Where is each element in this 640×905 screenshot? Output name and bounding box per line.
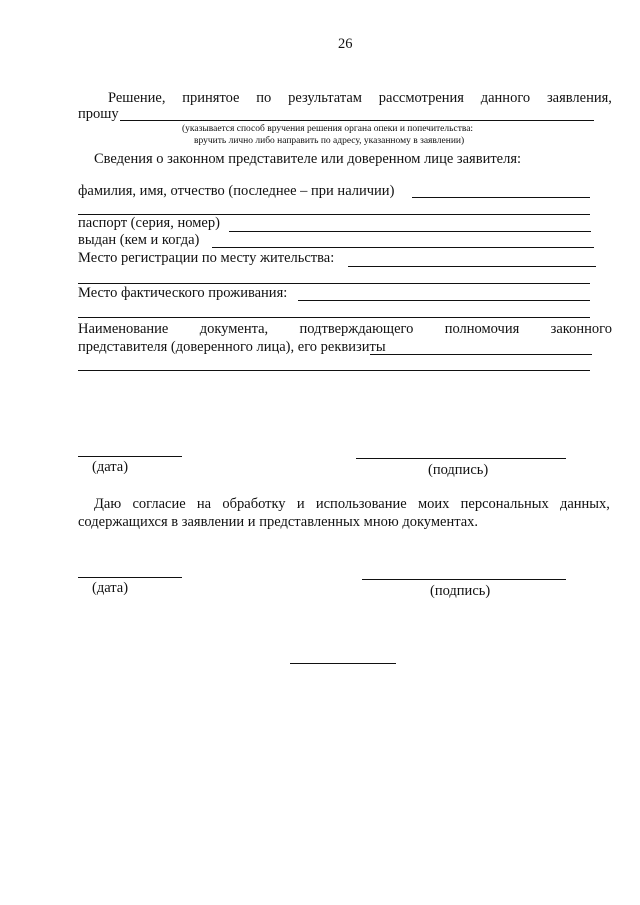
decision-label: прошу: [78, 106, 119, 122]
consent-word: обработку: [222, 496, 286, 512]
consent-word: на: [196, 496, 212, 512]
authority-doc-line-2: представителя (доверенного лица), его реквизиты: [78, 339, 386, 355]
registration-field[interactable]: [348, 266, 596, 267]
consent-line-2: содержащихся в заявлении и представленных мною документах.: [78, 514, 479, 530]
consent-word: и: [296, 496, 305, 512]
consent-word: Даю: [94, 496, 122, 512]
date-label-1: (дата): [92, 459, 129, 475]
representative-heading: Сведения о законном представителе или доверенном лице заявителя:: [94, 151, 522, 167]
issued-label: выдан (кем и когда): [78, 232, 200, 248]
authority-doc-word: документа,: [199, 321, 269, 337]
date-line-1[interactable]: [78, 456, 182, 457]
page-number: 26: [338, 36, 353, 52]
full-name-field[interactable]: [412, 197, 590, 198]
decision-word: по: [256, 90, 272, 106]
consent-word: согласие: [132, 496, 186, 512]
authority-doc-word: подтверждающего: [299, 321, 414, 337]
registration-label: Место регистрации по месту жительства:: [78, 250, 335, 266]
authority-doc-field[interactable]: [370, 354, 592, 355]
passport-label: паспорт (серия, номер): [78, 215, 220, 231]
authority-doc-word: законного: [550, 321, 612, 337]
residence-field-continuation[interactable]: [78, 317, 590, 318]
decision-word: Решение,: [108, 90, 166, 106]
consent-word: персональных: [460, 496, 549, 512]
decision-hint-line-2: вручить лично либо направить по адресу, указанному в заявлении): [194, 136, 465, 146]
decision-word: заявления,: [546, 90, 612, 106]
authority-doc-field-continuation[interactable]: [78, 370, 590, 371]
signature-line-1[interactable]: [356, 458, 566, 459]
decision-word: данного: [480, 90, 531, 106]
date-line-2[interactable]: [78, 577, 182, 578]
residence-label: Место фактического проживания:: [78, 285, 288, 301]
passport-field[interactable]: [229, 231, 591, 232]
signature-line-2[interactable]: [362, 579, 566, 580]
date-label-2: (дата): [92, 580, 129, 596]
issued-field[interactable]: [212, 247, 594, 248]
consent-word: использование: [315, 496, 407, 512]
signature-label-1: (подпись): [428, 462, 489, 478]
decision-word: результатам: [288, 90, 362, 106]
residence-field[interactable]: [298, 300, 590, 301]
decision-word: принятое: [182, 90, 240, 106]
decision-method-line[interactable]: [120, 120, 594, 121]
consent-line-1: [94, 496, 610, 512]
consent-word: моих: [417, 496, 450, 512]
authority-doc-word: Наименование: [78, 321, 169, 337]
signature-label-2: (подпись): [430, 583, 491, 599]
registration-field-continuation[interactable]: [78, 283, 590, 284]
decision-line-1: [108, 90, 612, 106]
consent-word: данных,: [559, 496, 610, 512]
authority-doc-word: полномочия: [444, 321, 520, 337]
authority-doc-line-1: [78, 321, 612, 337]
decision-hint-line-1: (указывается способ вручения решения органа опеки и попечительства:: [182, 124, 474, 134]
full-name-label: фамилия, имя, отчество (последнее – при наличии): [78, 183, 395, 199]
closing-separator: [290, 663, 396, 664]
decision-word: рассмотрения: [378, 90, 464, 106]
